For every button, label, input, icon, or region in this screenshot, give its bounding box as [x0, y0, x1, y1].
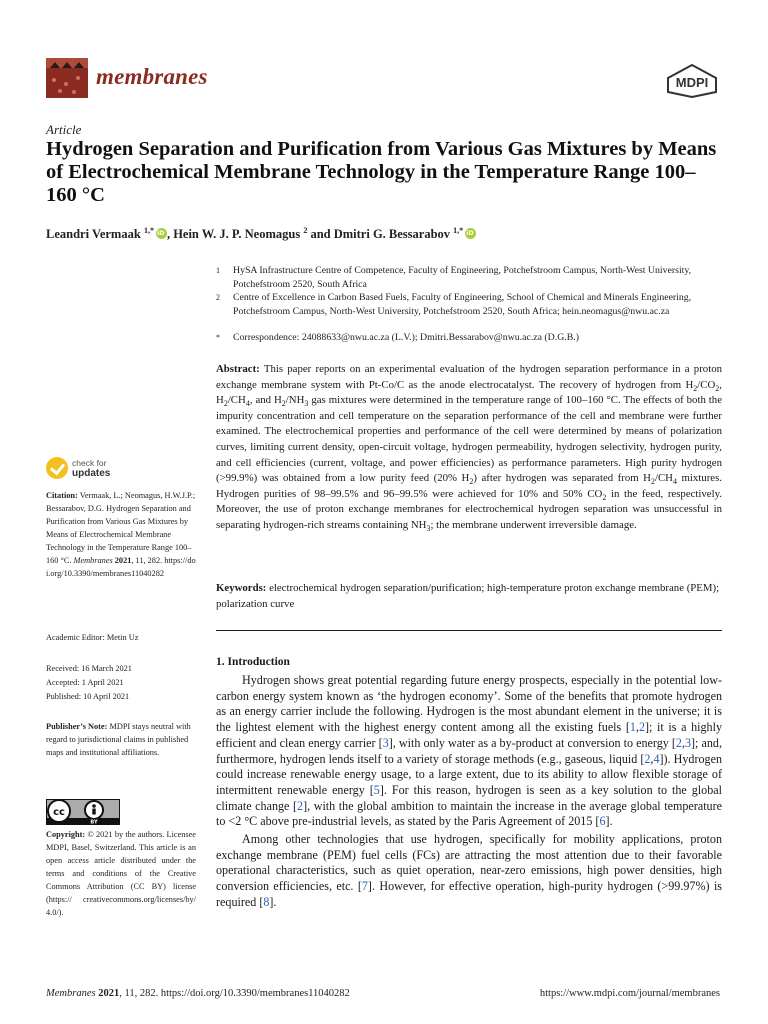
abstract-text: This paper reports on an experimental evaluation of the hydrogen separation performance in a proton exchange membrane system with Pt-Co/C as the anode electrocatalyst. The recovery of hydrogen from H	[216, 363, 722, 391]
keywords-text: electrochemical hydrogen separation/purification; high-temperature proton exchange membrane (PEM); polarization curve	[216, 582, 720, 610]
received-date: Received: 16 March 2021	[46, 664, 132, 673]
citation-block	[46, 489, 196, 580]
affiliation-text: Centre of Excellence in Carbon Based Fuels, Faculty of Engineering, School of Chemical and Minerals Engineering, Potchefstroom Campus, North-West University, Potchefstroom 2520, South Africa; hein.neomagus@nwu.ac.za	[233, 292, 692, 317]
abstract: Abstract: This paper reports on an experimental evaluation of the hydrogen separation performance in a proton exchange membrane system with Pt-Co/C as the anode electrocatalyst. The recovery of hydrogen from $H_2/CO_2$, $H_2/CH_4$, and $H_2/NH_3$ gas mixtures were determined in the temperature range of 100–160 °C. The effects of both the impurity concentration and cell temperature on the separation performance of the cell and membrane were further examined. The electrochemical properties and performance of the cell were determined by means of polarization curves, limiting current density, open-circuit voltage, hydrogen permeability, hydrogen selectivity, hydrogen purity, and cell efficiencies (current, voltage, and power efficiencies) as performance parameters. High purity hydrogen (>99.9%) was obtained from a low purity feed (20% $H_2$) after hydrogen was separated from $H_2/CH_4$ mixtures. Hydrogen purities of 98–99.5% and 96–99.5% were achieved for 10% and 50% $CO_2$ in the feed, respectively. Moreover, the use of proton exchange membranes for electrochemical hydrogen separation was unsuccessful in separating hydrogen-rich streams containing $NH_3$; the membrane underwent irreversible damage.	[216, 363, 722, 534]
abstract-label: Abstract:	[216, 363, 260, 375]
check-updates-line1: check for	[72, 458, 107, 468]
affiliation-text: Correspondence: 24088633@nwu.ac.za (L.V.); Dmitri.Bessarabov@nwu.ac.za (D.G.B.)	[233, 332, 579, 343]
cc-by-license-icon[interactable]	[46, 799, 120, 825]
copyright-label: Copyright:	[46, 830, 86, 839]
intro-paragraph: Among other technologies that use hydrogen, specifically for mobility applications, proton exchange membrane (PEM) fuel cells (FCs) are attracting the most attention due to their favorable operational characteristics, such as quiet operation, near-zero emissions, high power densities, high conversion efficiencies, etc. [7]. However, for effective operation, high-purity hydrogen (>99.97%) is required [8].	[216, 832, 723, 909]
article-type: Article	[46, 122, 82, 137]
published-date: Published: 10 April 2021	[46, 692, 130, 701]
paper-title: Hydrogen Separation and Purification from Various Gas Mixtures by Means of Electrochemical Membrane Technology in the Temperature Range 100–160 °C	[46, 138, 717, 206]
keywords-label: Keywords:	[216, 582, 267, 594]
section-divider	[216, 630, 722, 631]
author-name: Leandri Vermaak	[46, 227, 141, 241]
footer-journal-url[interactable]: https://www.mdpi.com/journal/membranes	[539, 988, 720, 999]
check-updates-icon	[46, 457, 68, 479]
publisher-note	[46, 720, 196, 759]
mdpi-logo-icon	[666, 64, 718, 98]
citation-text: Vermaak, L.; Neomagus, H.W.J.P.; Bessarabov, D.G. Hydrogen Separation and Purification from Various Gas Mixtures by Means of Electrochemical Membrane Technology in the Temperature Range 100–160 °C.	[46, 491, 196, 565]
svg-text:cc: cc	[53, 807, 65, 818]
affiliation	[216, 291, 726, 318]
check-updates-line2: updates	[72, 468, 111, 479]
publisher-note-text: MDPI stays neutral with regard to jurisdictional claims in published maps and institutional affiliations.	[46, 722, 191, 757]
author-list: Leandri Vermaak $^{1,*}$iD , Hein W. J. P. Neomagus $^2$ and Dmitri G. Bessarabov $^{1,*}$iD	[46, 227, 726, 242]
footer-journal: Membranes	[46, 988, 96, 999]
citation-year: 2021	[114, 556, 132, 565]
author-name: Hein W. J. P. Neomagus	[173, 227, 301, 241]
keywords	[216, 581, 722, 612]
affiliation-text: HySA Infrastructure Centre of Competence, Faculty of Engineering, Potchefstroom Campus, North-West University, Potchefstroom 2520, South Africa	[233, 265, 692, 290]
journal-logo-icon	[46, 58, 88, 98]
academic-editor: Academic Editor: Metin Uz	[46, 633, 139, 642]
footer-citation	[46, 988, 350, 999]
orcid-icon[interactable]	[465, 228, 476, 239]
accepted-date: Accepted: 1 April 2021	[46, 678, 124, 687]
intro-body	[216, 673, 722, 913]
affiliation	[216, 331, 726, 345]
author-name: Dmitri G. Bessarabov	[333, 227, 451, 241]
affiliation-number: 2	[216, 293, 220, 302]
journal-name: membranes	[96, 64, 208, 89]
footer-doi: , 11, 282. https://doi.org/10.3390/membranes11040282	[119, 988, 350, 999]
footer-year: 2021	[98, 988, 120, 999]
section-heading: 1. Introduction	[216, 656, 290, 668]
orcid-icon[interactable]	[156, 228, 167, 239]
affiliation-number: *	[216, 333, 220, 342]
publisher-note-label: Publisher’s Note:	[46, 722, 108, 731]
copyright-block	[46, 828, 196, 919]
citation-doi-link[interactable]: https://doi.org/10.3390/membranes11040282	[46, 556, 196, 578]
affiliation	[216, 264, 726, 291]
citation-label: Citation:	[46, 491, 78, 500]
check-for-updates-button[interactable]	[46, 456, 176, 482]
author-affil-sup: 2	[303, 225, 308, 235]
publisher-name: MDPI	[675, 75, 709, 90]
citation-journal: Membranes	[73, 556, 113, 565]
abstract-text: The effects of both the impurity concentration and cell temperature on the separation performance of the cell and membrane were further examined. The electrochemical properties and performance of the cell were determined by means of polarization curves, limiting current density, open-circuit voltage, hydrogen permeability, hydrogen selectivity, hydrogen purity, and cell efficiencies (current, voltage, and power efficiencies) as performance parameters. High purity hydrogen (>99.9%) was obtained from a low purity feed (20% H	[216, 394, 722, 485]
author-affil-sup: 1,*	[143, 225, 154, 235]
author-affil-sup: 1,*	[453, 225, 464, 235]
affiliation-number: 1	[216, 266, 220, 275]
copyright-text: © 2021 by the authors. Licensee MDPI, Basel, Switzerland. This article is an open access article distributed under the terms and conditions of the Creative Commons Attribution (CC BY) license (https:// creativecommons.org/licenses/by/ 4.0/).	[46, 830, 196, 917]
intro-paragraph: Hydrogen shows great potential regarding future energy prospects, especially in the potential low-carbon energy system known as ‘the hydrogen economy’. Some of the benefits that promote hydrogen as an energy carrier include the following. Hydrogen is the most abundant element in the universe; it is the lightest element with the highest energy content among all the existing fuels [1,2]; it is a highly efficient and clean energy carrier [3], with only water as a by-product at conversion to energy [2,3]; and, furthermore, hydrogen lends itself to a variety of storage methods (e.g., gaseous, liquid [2,4]). Hydrogen could increase renewable energy usage, to a large extent, due to its ability to allow flexible storage of intermittent renewable energy [5]. For this reason, hydrogen is seen as a key solution to the global climate change [2], with the global ambition to maintain the increase in the average global temperature to <2 °C above pre-industrial levels, as stated by the Paris Agreement of 2015 [6].	[216, 673, 723, 829]
svg-text:BY: BY	[90, 819, 98, 825]
citation-volume: , 11, 282.	[131, 556, 163, 565]
